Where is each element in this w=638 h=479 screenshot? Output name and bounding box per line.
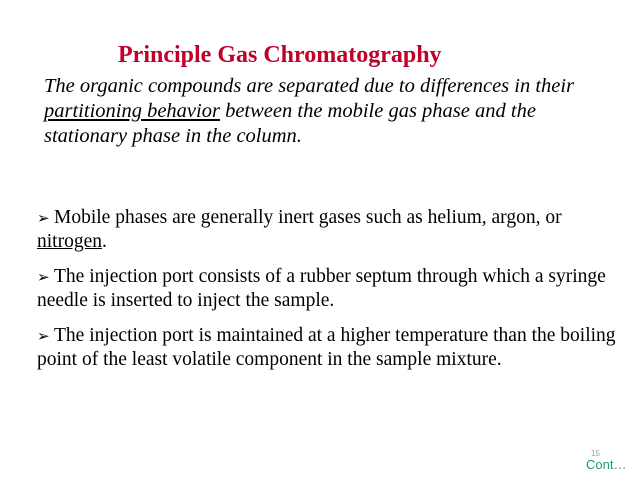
bullet-list [37, 206, 622, 383]
intro-paragraph [44, 74, 604, 149]
continued-label: Cont… [586, 457, 627, 472]
intro-text-end: between the mobile gas phase and the stationary phase in the column. [44, 100, 536, 147]
intro-text-start: The organic compounds are separated due to differences in their [44, 75, 575, 97]
arrow-bullet-icon: ➢ [37, 268, 50, 286]
arrow-bullet-icon: ➢ [37, 209, 50, 227]
slide-title: Principle Gas Chromatography [118, 42, 442, 68]
bullet-underlined-term: nitrogen [37, 231, 102, 252]
page-number: 15 [591, 449, 600, 458]
bullet-text-end: . [101, 231, 107, 252]
bullet-item [37, 206, 622, 254]
bullet-text-start: Mobile phases are generally inert gases such as helium, argon, or [54, 207, 562, 228]
bullet-text: The injection port is maintained at a higher temperature than the boiling point of the least volatile component in the sample mixture. [37, 325, 616, 370]
intro-underlined-term: partitioning behavior [44, 100, 220, 122]
bullet-text: The injection port consists of a rubber septum through which a syringe needle is inserted to inject the sample. [37, 266, 606, 311]
bullet-item [37, 324, 622, 372]
arrow-bullet-icon: ➢ [37, 327, 50, 345]
bullet-item [37, 265, 622, 313]
